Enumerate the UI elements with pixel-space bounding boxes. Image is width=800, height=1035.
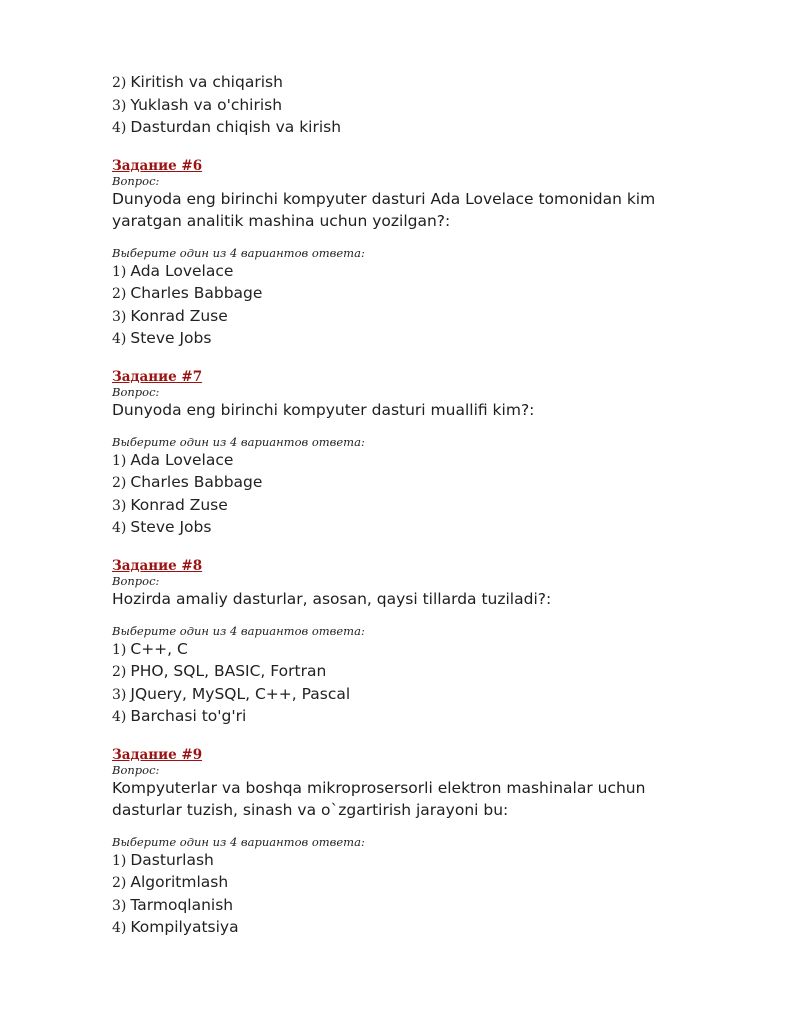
choose-label: Выберите один из 4 вариантов ответа: [112,434,365,449]
option-number: 4) [112,520,127,536]
option-item [112,639,752,662]
option-number: 3) [112,308,127,325]
option-number: 2) [112,875,127,891]
option-number: 3) [112,686,127,703]
option-number: 2) [112,475,127,491]
option-item [112,684,752,707]
question-text: Dunyoda eng birinchi kompyuter dasturi muallifi kim?: [112,400,535,419]
task-title: Задание #7 [112,368,203,385]
option-text: Steve Jobs [130,329,212,347]
option-item [112,261,752,284]
option-text: Ada Lovelace [130,261,234,280]
option-number: 2) [112,286,127,302]
option-number: 1) [112,852,127,869]
task-7 [112,369,752,540]
option-item [112,450,752,473]
question-label: Вопрос: [112,573,160,588]
option-item [112,661,752,684]
option-text: Kompilyatsiya [130,918,239,936]
question-label: Вопрос: [112,384,160,399]
option-item [112,472,752,495]
task-6 [112,158,752,351]
option-item [112,283,752,306]
option-text: Ada Lovelace [130,450,234,469]
option-number: 4) [112,331,127,347]
option-text: PHO, SQL, BASIC, Fortran [130,662,327,680]
option-item [112,328,752,351]
task-title: Задание #8 [112,557,203,574]
option-item [112,495,752,518]
option-number: 3) [112,97,127,114]
choose-label: Выберите один из 4 вариантов ответа: [112,834,365,849]
option-item [112,95,752,118]
question-label: Вопрос: [112,173,160,188]
option-text: Konrad Zuse [130,495,228,514]
option-text: JQuery, MySQL, C++, Pascal [130,684,351,703]
option-item [112,895,752,918]
option-item [112,117,752,140]
option-text: Steve Jobs [130,518,212,536]
option-text: Konrad Zuse [130,306,228,325]
option-number: 2) [112,75,127,91]
option-item [112,850,752,873]
task-title: Задание #9 [112,746,203,763]
option-number: 1) [112,641,127,658]
document-page [112,72,752,940]
option-number: 4) [112,709,127,725]
option-item [112,917,752,940]
option-text: Charles Babbage [130,284,263,302]
choose-label: Выберите один из 4 вариантов ответа: [112,245,365,260]
question-label: Вопрос: [112,762,160,777]
option-text: Kiritish va chiqarish [130,73,283,91]
task-title: Задание #6 [112,157,203,174]
option-text: Barchasi to'g'ri [130,707,247,725]
option-number: 3) [112,897,127,914]
option-number: 4) [112,120,127,136]
option-number: 1) [112,263,127,280]
option-text: Dasturlash [130,850,214,869]
task-9 [112,747,752,940]
option-number: 2) [112,664,127,680]
question-text: Dunyoda eng birinchi kompyuter dasturi Ada Lovelace tomonidan kim yaratgan analitik mashina uchun yozilgan?: [112,189,656,230]
option-number: 4) [112,920,127,936]
option-item [112,706,752,729]
task-8 [112,558,752,729]
option-item [112,306,752,329]
previous-task-options [112,72,752,140]
option-text: Dasturdan chiqish va kirish [130,118,342,136]
option-text: Tarmoqlanish [130,895,234,914]
option-item [112,72,752,95]
option-text: Charles Babbage [130,473,263,491]
option-text: C++, C [130,639,188,658]
option-text: Algoritmlash [130,873,229,891]
option-number: 1) [112,452,127,469]
option-number: 3) [112,497,127,514]
option-text: Yuklash va o'chirish [130,95,283,114]
option-item [112,517,752,540]
question-text: Hozirda amaliy dasturlar, asosan, qaysi tillarda tuziladi?: [112,589,552,608]
question-text: Kompyuterlar va boshqa mikroprosersorli elektron mashinalar uchun dasturlar tuzish, sinash va o`zgartirish jarayoni bu: [112,778,646,819]
option-item [112,872,752,895]
choose-label: Выберите один из 4 вариантов ответа: [112,623,365,638]
